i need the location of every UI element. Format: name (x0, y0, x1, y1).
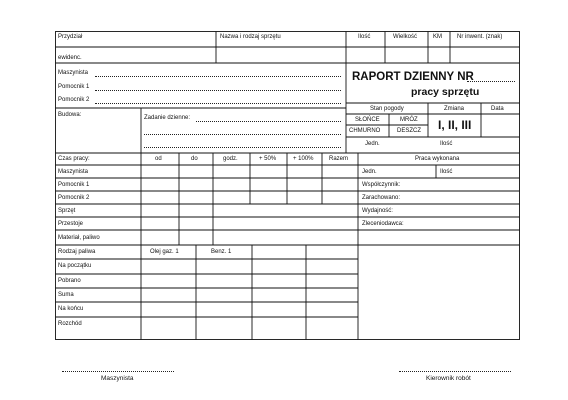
row-sprzet: Sprzęt (58, 208, 76, 214)
pomocnik1-line[interactable] (95, 90, 341, 91)
od-header: od (155, 156, 162, 162)
rodzaj-paliwa-header: Rodzaj paliwa (58, 249, 96, 255)
fuel-row-rozchod: Rozchód (58, 321, 82, 327)
pomocnik1-label: Pomocnik 1 (58, 84, 90, 90)
olej-gaz-header: Olej gaz. 1 (150, 249, 179, 255)
row-maszynista: Maszynista (58, 169, 89, 175)
report-jedn-label: Jedn. (365, 141, 380, 147)
kierownik-signature-line[interactable] (399, 371, 511, 372)
slonce-option[interactable]: SŁOŃCE (355, 117, 380, 123)
nazwa-label: Nazwa i rodzaj sprzętu (220, 34, 281, 40)
km-label: KM (433, 34, 442, 40)
benz-header: Benz. 1 (211, 249, 232, 255)
row-pomocnik2: Pomocnik 2 (58, 195, 90, 201)
do-header: do (191, 156, 198, 162)
plus50-header: + 50% (259, 156, 277, 162)
maszynista-signature-line[interactable] (62, 371, 174, 372)
praca-wykonana-header: Praca wykonana (415, 156, 460, 162)
report-title: RAPORT DZIENNY NR (352, 71, 474, 83)
zadanie-line-2[interactable] (144, 134, 341, 135)
pomocnik2-label: Pomocnik 2 (58, 97, 90, 103)
work-jedn-label: Jedn. (362, 169, 377, 175)
przydzial-label: Przydział (58, 34, 83, 40)
maszynista-signature-label: Maszynista (101, 375, 134, 382)
mroz-option[interactable]: MRÓZ (400, 117, 418, 123)
data-label: Data (491, 106, 504, 112)
row-przestoje: Przestoje (58, 221, 84, 227)
zadanie-line-1[interactable] (196, 121, 341, 122)
fuel-row-na-poczatku: Na początku (58, 263, 92, 269)
zmiana-label: Zmiana (444, 106, 465, 112)
fuel-row-na-koncu: Na końcu (58, 306, 84, 312)
wspolczynnik-label: Współczynnik: (362, 182, 401, 188)
czas-pracy-header: Czas pracy: (58, 156, 90, 162)
report-subtitle: pracy sprzętu (411, 86, 480, 98)
chmurno-option[interactable]: CHMURNO (349, 128, 381, 134)
report-number-line[interactable] (467, 81, 515, 82)
deszcz-option[interactable]: DESZCZ (397, 128, 421, 134)
row-material: Materiał, paliwo (58, 235, 100, 241)
godz-header: godz. (223, 156, 238, 162)
zadanie-line-3[interactable] (144, 147, 341, 148)
report-ilosc-label: Ilość (440, 141, 453, 147)
wydajnosc-label: Wydajność: (362, 208, 393, 214)
maszynista-line[interactable] (95, 76, 341, 77)
ilosc-label: Ilość (358, 34, 371, 40)
plus100-header: + 100% (293, 156, 314, 162)
maszynista-label: Maszynista (58, 70, 89, 76)
ewidenc-label: ewidenc. (58, 55, 82, 61)
wielkosc-label: Wielkość (393, 34, 418, 40)
razem-header: Razem (329, 156, 349, 162)
pomocnik2-line[interactable] (95, 103, 341, 104)
stan-pogody-label: Stan pogody (370, 106, 404, 112)
nr-inwent-label: Nr inwent. (znak) (457, 34, 503, 40)
zarachowano-label: Zarachowano: (362, 195, 401, 201)
zleceniodawca-label: Zleceniodawca: (362, 221, 404, 227)
fuel-row-pobrano: Pobrano (58, 278, 81, 284)
fuel-row-suma: Suma (58, 292, 74, 298)
work-ilosc-label: Ilość (440, 169, 453, 175)
budowa-label: Budowa: (58, 112, 82, 118)
kierownik-signature-label: Kierownik robót (426, 375, 471, 382)
row-pomocnik1: Pomocnik 1 (58, 182, 90, 188)
zmiana-values[interactable]: I, II, III (438, 118, 472, 132)
zadanie-label: Zadanie dzienne: (144, 115, 191, 121)
